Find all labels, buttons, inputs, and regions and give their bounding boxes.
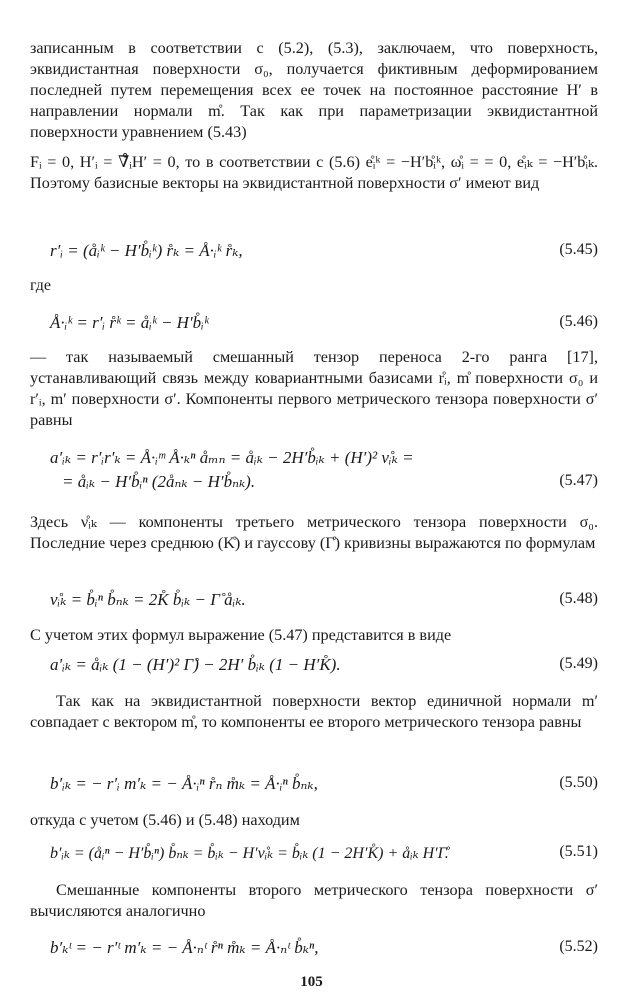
equation-line-1: a′ᵢₖ = r′ᵢr′ₖ = Å·ᵢᵐ Å·ₖⁿ åₘₙ = åᵢₖ − 2H′b̊ᵢₖ + (H′)² ν̊ᵢₖ = bbox=[50, 448, 414, 467]
equation-number: (5.49) bbox=[559, 655, 598, 672]
equation-5-48 bbox=[50, 590, 598, 614]
page-number: 105 bbox=[300, 974, 323, 990]
equation-5-50 bbox=[50, 774, 598, 798]
equation-5-45 bbox=[50, 241, 598, 265]
equation-formula: a′ᵢₖ = åᵢₖ (1 − (H′)² Γ̊) − 2H′ b̊ᵢₖ (1 − H′K̊). bbox=[50, 655, 341, 674]
equation-5-51 bbox=[50, 843, 598, 867]
equation-5-49 bbox=[50, 655, 598, 679]
equation-number: (5.48) bbox=[559, 590, 598, 607]
label-where: где bbox=[30, 277, 52, 294]
equation-formula: b′ᵢₖ = − r′ᵢ m′ₖ = − Å·ᵢⁿ r̊ₙ m̊ₖ = Å·ᵢⁿ b̊ₙₖ, bbox=[50, 774, 318, 793]
equation-number: (5.47) bbox=[559, 472, 598, 489]
equation-formula: ν̊ᵢₖ = b̊ᵢⁿ b̊ₙₖ = 2K̊ b̊ᵢₖ − Γ̊ åᵢₖ. bbox=[50, 590, 246, 609]
equation-number: (5.50) bbox=[559, 774, 598, 791]
paragraph-third-tensor: Здесь ν̊ᵢₖ — компоненты третьего метрического тензора поверхности σ₀. Последние через среднюю (K̊) и гауссову (Γ̊) кривизны выражаются по формулам bbox=[30, 513, 598, 552]
equation-formula: b′ₖᵗ = − r′ᵗ m′ₖ = − Å·ₙᵗ r̊ⁿ m̊ₖ = Å·ₙᵗ b̊ₖⁿ, bbox=[50, 938, 319, 957]
equation-formula: Å·ᵢᵏ = r′ᵢ r̊ᵏ = åᵢᵏ − H′b̊ᵢᵏ bbox=[50, 313, 209, 332]
equation-number: (5.51) bbox=[559, 843, 598, 860]
paragraph-expression: С учетом этих формул выражение (5.47) представится в виде bbox=[30, 626, 452, 644]
equation-number: (5.52) bbox=[559, 938, 598, 955]
paragraph-conditions: Fᵢ = 0, H′ᵢ = ∇̊ᵢH′ = 0, то в соответствии с (5.6) e̊ᵢᵏ = −H′b̊ᵢᵏ, ω̊ᵢ = = 0, e̊ᵢₖ = −H′b̊ᵢₖ. Поэтому базисные векторы на эквидистантной поверхности σ′ имеют вид bbox=[30, 153, 598, 192]
equation-5-47 bbox=[50, 448, 598, 496]
equation-formula: b′ᵢₖ = (åᵢⁿ − H′b̊ᵢⁿ) b̊ₙₖ = b̊ᵢₖ − H′ν̊ᵢₖ = b̊ᵢₖ (1 − 2H′K̊) + åᵢₖ H′Γ̊. bbox=[50, 845, 449, 862]
paragraph-normal-vector: Так как на эквидистантной поверхности вектор единичной нормали m′ совпадает с вектором m̊, то компоненты ее второго метрического тензора равны bbox=[30, 692, 598, 731]
equation-line-2: = åᵢₖ − H′b̊ᵢⁿ (2åₙₖ − H′b̊ₙₖ). bbox=[62, 472, 256, 491]
equation-number: (5.45) bbox=[559, 241, 598, 258]
equation-5-46 bbox=[50, 313, 598, 337]
equation-5-52 bbox=[50, 938, 598, 962]
paragraph-mixed-components: Смешанные компоненты второго метрического тензора поверхности σ′ вычисляются аналогично bbox=[30, 881, 598, 920]
equation-number: (5.46) bbox=[559, 313, 598, 330]
equation-formula: r′ᵢ = (åᵢᵏ − H′b̊ᵢᵏ) r̊ₖ = Å·ᵢᵏ r̊ₖ, bbox=[50, 241, 243, 260]
paragraph-whence: откуда с учетом (5.46) и (5.48) находим bbox=[30, 811, 300, 829]
paragraph-intro: записанным в соответствии с (5.2), (5.3), заключаем, что поверхность, эквидистантная поверхности σ₀, получается фиктивным деформированием последней путем перемещения всех ее точек на постоянное расстояние H′ в направлении нормали m̊. Так как при параметризации эквидистантной поверхности уравнением (5.43) bbox=[30, 39, 598, 141]
paragraph-transfer-tensor: — так называемый смешанный тензор переноса 2-го ранга [17], устанавливающий связь между ковариантными базисами r̊ᵢ, m̊ поверхности σ₀ и r′ᵢ, m′ поверхности σ′. Компоненты первого метрического тензора поверхности σ′ равны bbox=[30, 348, 598, 429]
